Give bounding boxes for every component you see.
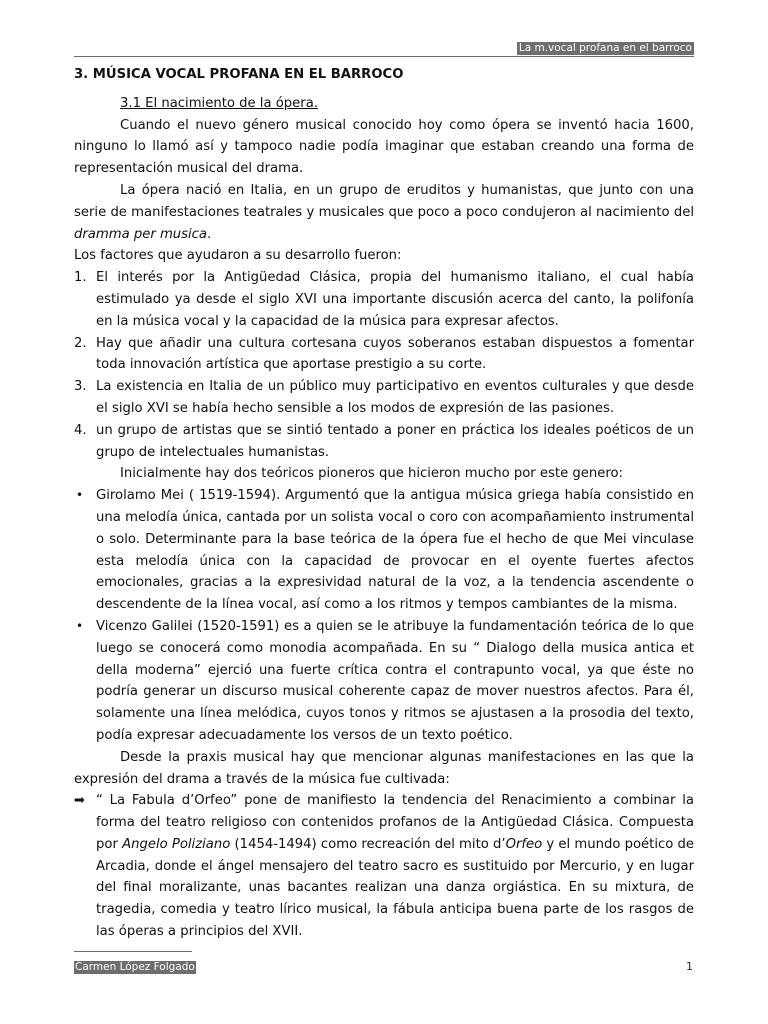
paragraph-origin-text: La ópera nació en Italia, en un grupo de eruditos y humanistas, que junto con una serie de manifestaciones teatrales y musicales que poco a poco condujeron al nacimiento del (74, 182, 694, 220)
poliziano-name: Angelo Poliziano (122, 836, 231, 852)
dramma-per-musica-term: dramma per musica (74, 226, 208, 242)
list-marker: 4. (74, 422, 87, 438)
list-marker: 1. (74, 270, 87, 286)
list-item-text: Vicenzo Galilei (1520-1591) es a quien se le atribuye la fundamentación teórica de lo que luego se conocerá como monodia acompañada. En su “ Dialogo della musica antica et della moderna” ejerció una fuerte crítica contra el contrapunto vocal, ya que éste no podría generar un discurso musical coherente capaz de mover nuestros afectos. Para él, solamente una línea melódica, cuyos tonos y ritmos se ajustasen a la prosodia del texto, podía expresar adecuadamente los versos de un texto poético. (96, 618, 694, 743)
running-header-title: La m.vocal profana en el barroco (518, 42, 692, 54)
list-item-text: y el mundo poético de Arcadia, donde el ángel mensajero del teatro sacro es sustituido por Mercurio, y en lugar del final moralizante, unas bacantes realizan una danza orgiástica. En su mixtura, de tragedia, comedia y teatro lírico musical, la fábula anticipa buena parte de los rasgos de las óperas a principios del XVII. (96, 836, 695, 940)
footer-rule (74, 951, 192, 952)
page-number: 1 (686, 960, 693, 973)
list-marker: 3. (74, 379, 87, 395)
running-header (517, 42, 694, 55)
list-item (74, 376, 694, 420)
list-item-text: “ La Fabula d’Orfeo” pone de manifiesto la tendencia del Renacimiento a combinar la forma del teatro religioso con contenidos profanos de la Antigüedad Clásica. Compuesta por (96, 793, 694, 852)
theorists-list (74, 485, 694, 747)
list-item-text: El interés por la Antigüedad Clásica, propia del humanismo italiano, el cual había estimulado ya desde el siglo XVI una importante discusión acerca del canto, la polifonía en la música vocal y la capacidad de la música para expresar afectos. (96, 270, 694, 329)
section-title: 3. MÚSICA VOCAL PROFANA EN EL BARROCO (74, 67, 404, 82)
list-item (74, 420, 694, 464)
paragraph-intro: Cuando el nuevo género musical conocido hoy como ópera se inventó hacia 1600, ninguno lo llamó así y tampoco nadie podía imaginar que estaban creando una forma de representación musical del drama. (74, 117, 694, 177)
header-rule (74, 56, 694, 57)
list-marker: 2. (74, 335, 87, 351)
list-item-text: La existencia en Italia de un público muy participativo en eventos culturales y que desde el siglo XVI se había hecho sensible a los modos de expresión de las pasiones. (96, 379, 694, 416)
list-item-text: un grupo de artistas que se sintió tentado a poner en práctica los ideales poéticos de un grupo de intelectuales humanistas. (96, 422, 694, 460)
praxis-list (74, 790, 694, 943)
paragraph-origin-end: . (207, 226, 212, 242)
section-subtitle: 3.1 El nacimiento de la ópera. (120, 95, 318, 111)
paragraph-origin (74, 180, 694, 245)
list-item-text: Girolamo Mei ( 1519-1594). Argumentó que la antigua música griega había consistido en una melodía única, cantada por un solista vocal o coro con acompañamiento instrumental o solo. Determinante para la base teórica de la ópera fue el hecho de que Mei vinculase esta melodía única con la capacidad de provocar en el oyente fuertes afectos emocionales, gracias a la expresividad natural de la voz, a la tendencia ascendente o descendente de la línea vocal, así como a los ritmos y tempos cambiantes de la misma. (96, 488, 694, 613)
list-item (74, 333, 694, 377)
page-body (74, 64, 694, 943)
list-item (74, 790, 694, 943)
factors-list (74, 267, 694, 463)
list-item-text: (1454-1494) como recreación del mito d’ (230, 836, 506, 852)
list-item-text: Hay que añadir una cultura cortesana cuyos soberanos estaban dispuestos a fomentar toda innovación artística que aportase prestigio a su corte. (96, 335, 694, 373)
bullet-icon: • (76, 488, 84, 503)
footer-author: Carmen López Folgado (75, 961, 195, 973)
list-item (74, 616, 694, 747)
paragraph-theorists-intro: Inicialmente hay dos teóricos pioneros que hicieron mucho por este genero: (120, 466, 623, 482)
list-item (74, 485, 694, 616)
arrow-right-icon: ➡ (74, 793, 85, 809)
bullet-icon: • (76, 618, 84, 633)
orfeo-term: Orfeo (505, 836, 543, 852)
paragraph-factors-intro: Los factores que ayudaron a su desarrollo fueron: (74, 248, 402, 264)
list-item (74, 267, 694, 332)
paragraph-praxis-intro: Desde la praxis musical hay que mencionar algunas manifestaciones en las que la expresión del drama a través de la música fue cultivada: (74, 749, 694, 787)
